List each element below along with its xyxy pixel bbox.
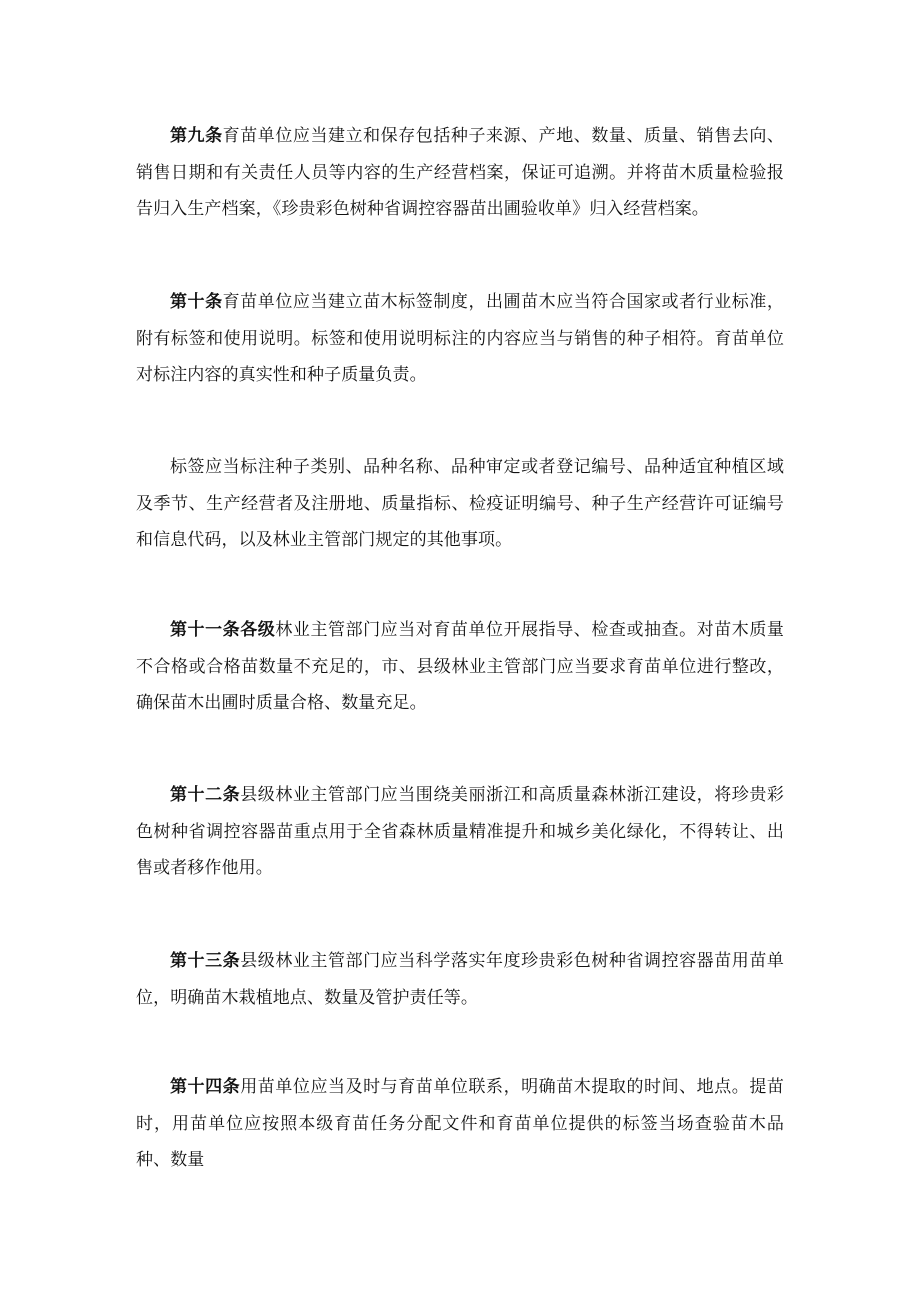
article-label: 第九条 [170,126,223,146]
article-10-paragraph [136,284,784,394]
article-text: 育苗单位应当建立苗木标签制度，出圃苗木应当符合国家或者行业标准，附有标签和使用说明。标签和使用说明标注的内容应当与销售的种子相符。育苗单位对标注内容的真实性和种子质量负责。 [136,292,784,385]
article-13-paragraph [136,943,784,1016]
article-11-paragraph [136,612,784,722]
article-label: 第十二条 [170,785,241,805]
article-9-paragraph [136,118,784,228]
article-text: 林业主管部门应当对育苗单位开展指导、检查或抽查。对苗木质量不合格或合格苗数量不充足的，市、县级林业主管部门应当要求育苗单位进行整改，确保苗木出圃时质量合格、数量充足。 [136,620,784,713]
article-label: 第十四条 [170,1077,241,1097]
article-text: 用苗单位应当及时与育苗单位联系，明确苗木提取的时间、地点。提苗时，用苗单位应按照本级育苗任务分配文件和育苗单位提供的标签当场查验苗木品种、数量 [136,1077,784,1170]
article-text: 县级林业主管部门应当围绕美丽浙江和高质量森林浙江建设，将珍贵彩色树种省调控容器苗重点用于全省森林质量精准提升和城乡美化绿化，不得转让、出售或者移作他用。 [136,785,784,878]
article-text: 县级林业主管部门应当科学落实年度珍贵彩色树种省调控容器苗用苗单位，明确苗木栽植地点、数量及管护责任等。 [136,951,784,1008]
label-requirements-paragraph [136,449,784,559]
article-12-paragraph [136,777,784,887]
article-label: 第十条 [170,292,223,312]
article-text: 育苗单位应当建立和保存包括种子来源、产地、数量、质量、销售去向、销售日期和有关责任人员等内容的生产经营档案，保证可追溯。并将苗木质量检验报告归入生产档案，《珍贵彩色树种省调控容器苗出圃验收单》归入经营档案。 [136,126,784,219]
article-14-paragraph [136,1069,784,1179]
article-label: 第十一条各级 [170,620,276,640]
article-text: 标签应当标注种子类别、品种名称、品种审定或者登记编号、品种适宜种植区域及季节、生产经营者及注册地、质量指标、检疫证明编号、种子生产经营许可证编号和信息代码，以及林业主管部门规定的其他事项。 [136,457,784,550]
article-label: 第十三条 [170,951,241,971]
